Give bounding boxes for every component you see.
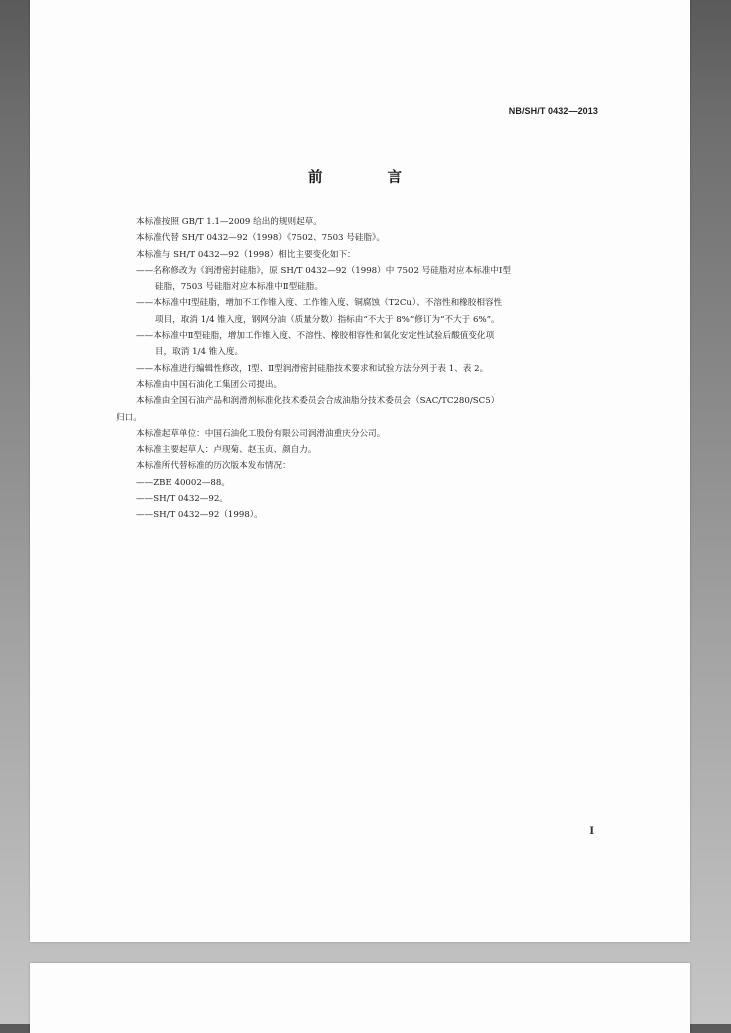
paragraph: 本标准与 SH/T 0432—92（1998）相比主要变化如下：	[136, 249, 356, 260]
paragraph: 本标准由全国石油产品和润滑剂标准化技术委员会合成油脂分技术委员会（SAC/TC280/SC5）	[136, 396, 500, 407]
paragraph: 本标准起草单位：中国石油化工股份有限公司润滑油重庆分公司。	[136, 428, 386, 439]
paragraph: 本标准主要起草人：卢现菊、赵玉贞、颜自力。	[136, 445, 317, 456]
document-page	[30, 0, 690, 942]
document-body	[118, 214, 604, 524]
standard-code: NB/SH/T 0432—2013	[508, 106, 598, 116]
list-item-continuation: 目，取消 1/4 锥入度。	[155, 347, 244, 358]
list-item: ——SH/T 0432—92（1998）。	[136, 510, 263, 521]
list-item: ——名称修改为《润滑密封硅脂》，原 SH/T 0432—92（1998）中 7502 号硅脂对应本标准中Ⅰ型	[136, 265, 511, 276]
page-number: I	[589, 826, 594, 837]
list-item: ——ZBE 40002—88。	[136, 477, 230, 488]
list-item: ——SH/T 0432—92。	[136, 494, 228, 505]
list-item: ——本标准进行编辑性修改，Ⅰ型、Ⅱ型润滑密封硅脂技术要求和试验方法分列于表 1、表 2。	[136, 363, 489, 374]
paragraph: 本标准按照 GB/T 1.1—2009 给出的规则起草。	[136, 217, 322, 227]
list-item: ——本标准中Ⅱ型硅脂，增加工作锥入度、不溶性、橡胶相容性和氧化安定性试验后酸值变化项	[136, 331, 495, 342]
page-title: 前 言	[307, 170, 433, 186]
next-page	[30, 963, 690, 1033]
list-item-continuation: 硅脂，7503 号硅脂对应本标准中Ⅱ型硅脂。	[155, 282, 323, 293]
paragraph: 本标准由中国石油化工集团公司提出。	[136, 379, 283, 390]
list-item: ——本标准中Ⅰ型硅脂，增加不工作锥入度、工作锥入度、铜腐蚀（T2Cu）、不溶性和橡胶相容性	[136, 298, 503, 309]
paragraph-continuation: 归口。	[116, 412, 142, 423]
paragraph: 本标准所代替标准的历次版本发布情况：	[136, 461, 291, 472]
list-item-continuation: 项目，取消 1/4 锥入度，钢网分油（质量分数）指标由“不大于 8%”修订为“不大于 6%”。	[155, 314, 500, 325]
paragraph: 本标准代替 SH/T 0432—92（1998）《7502、7503 号硅脂》。	[136, 233, 385, 244]
